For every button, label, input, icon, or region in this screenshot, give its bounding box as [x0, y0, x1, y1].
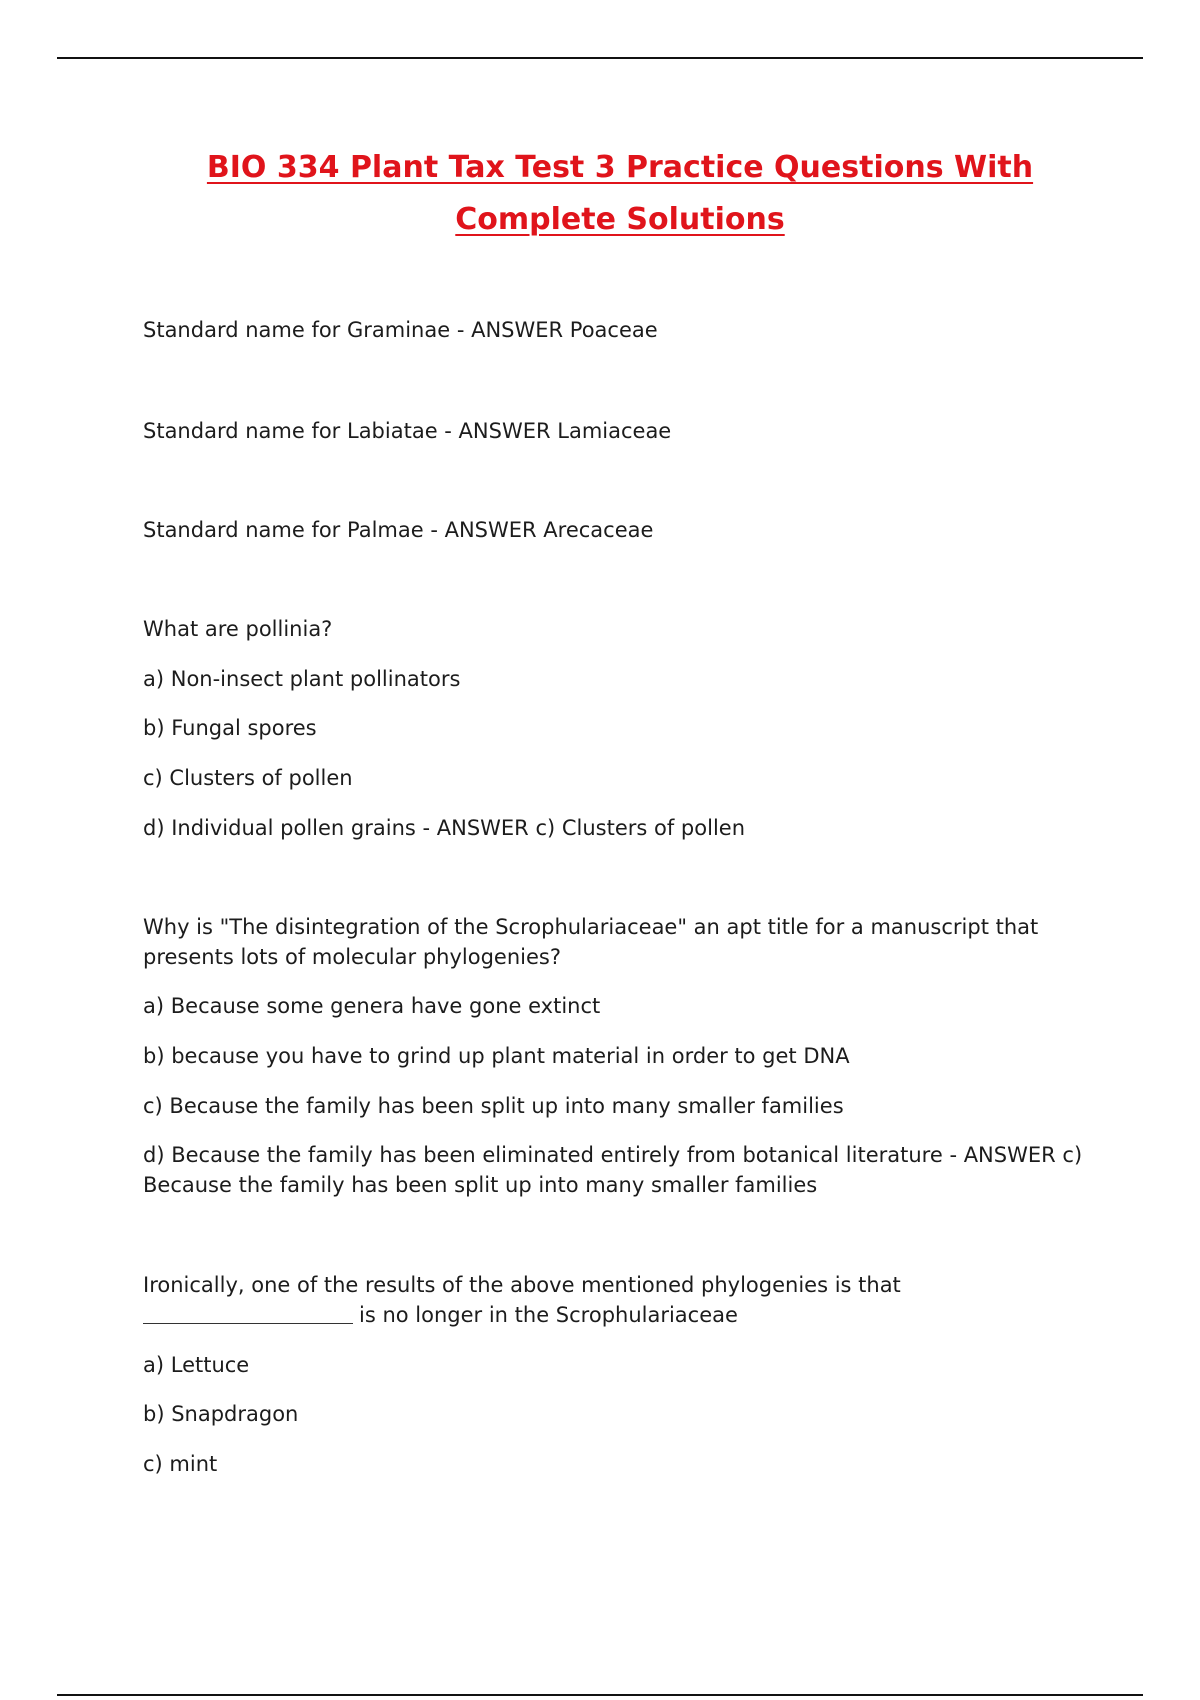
option-d-answer: d) Because the family has been eliminated entirely from botanical literature - ANSWER c) Because the family has been split up into many smaller families — [143, 1143, 1083, 1197]
header-rule — [57, 57, 1143, 59]
option-b: b) Snapdragon — [143, 1402, 299, 1426]
option-d-answer: d) Individual pollen grains - ANSWER c) Clusters of pollen — [143, 816, 746, 840]
question-text: Ironically, one of the results of the above mentioned phylogenies is that — [143, 1273, 901, 1297]
question-palmae: Standard name for Palmae - ANSWER Arecaceae — [143, 518, 654, 542]
option-c: c) mint — [143, 1452, 218, 1476]
option-a: a) Because some genera have gone extinct — [143, 994, 601, 1018]
option-c: c) Clusters of pollen — [143, 766, 353, 790]
question-graminae: Standard name for Graminae - ANSWER Poaceae — [143, 318, 658, 342]
option-c: c) Because the family has been split up into many smaller families — [143, 1094, 844, 1118]
option-b: b) Fungal spores — [143, 716, 317, 740]
option-b: b) because you have to grind up plant material in order to get DNA — [143, 1044, 850, 1068]
document-title — [130, 142, 1110, 246]
question-labiatae: Standard name for Labiatae - ANSWER Lamiaceae — [143, 419, 672, 443]
question-text-continued: is no longer in the Scrophulariaceae — [359, 1303, 738, 1327]
title-line-1: BIO 334 Plant Tax Test 3 Practice Questions With — [206, 150, 1034, 185]
option-a: a) Non-insect plant pollinators — [143, 667, 461, 691]
question-pollinia: What are pollinia? — [143, 617, 333, 641]
question-phylogenies — [143, 1270, 1083, 1330]
footer-rule — [57, 1694, 1143, 1696]
option-a: a) Lettuce — [143, 1353, 250, 1377]
question-scrophulariaceae: Why is "The disintegration of the Scrophulariaceae" an apt title for a manuscript that presents lots of molecular phylogenies? — [143, 915, 1039, 969]
title-line-2: Complete Solutions — [455, 202, 785, 237]
fill-in-blank — [143, 1303, 353, 1324]
